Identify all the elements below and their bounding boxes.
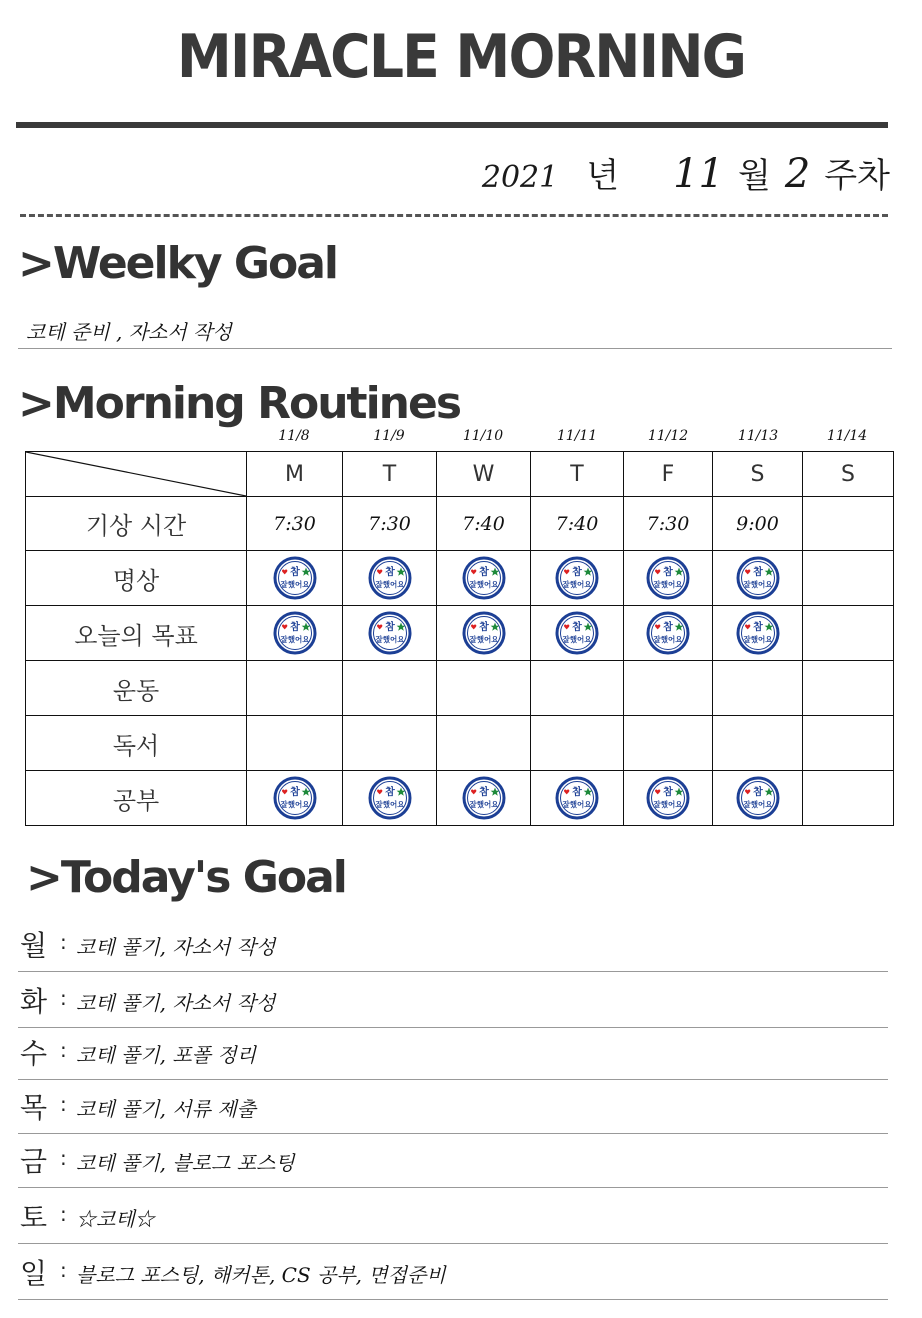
praise-stamp-icon xyxy=(555,611,599,655)
check-cell[interactable] xyxy=(624,551,713,606)
separator: : xyxy=(60,1258,67,1282)
svg-text:잘했어요: 잘했어요 xyxy=(653,635,683,644)
check-cell[interactable] xyxy=(437,606,531,661)
praise-stamp-icon xyxy=(736,611,780,655)
day-label: 일 xyxy=(20,1257,48,1290)
day-header: S xyxy=(803,452,894,497)
svg-text:참: 참 xyxy=(384,787,395,798)
separator: : xyxy=(60,1092,67,1116)
separator: : xyxy=(60,1146,67,1170)
year-value: 2021 xyxy=(481,160,559,195)
praise-stamp-icon xyxy=(555,556,599,600)
praise-stamp-icon xyxy=(646,556,690,600)
daily-goal-row[interactable] xyxy=(18,982,888,1022)
praise-stamp-icon xyxy=(462,556,506,600)
routine-label: 기상 시간 xyxy=(26,497,247,551)
check-cell[interactable] xyxy=(531,606,624,661)
svg-text:참: 참 xyxy=(663,622,673,633)
goal-line xyxy=(18,971,888,972)
day-label: 화 xyxy=(20,985,48,1018)
date-label: 11/11 xyxy=(556,428,598,444)
check-cell[interactable] xyxy=(531,771,624,826)
week-unit: 주차 xyxy=(824,156,890,196)
svg-text:참: 참 xyxy=(752,567,763,578)
day-header: F xyxy=(624,452,713,497)
svg-text:잘했어요: 잘했어요 xyxy=(743,635,772,644)
daily-goal-text: 코테 풀기, 블로그 포스팅 xyxy=(76,1151,295,1175)
svg-text:참: 참 xyxy=(384,622,395,633)
day-label: 수 xyxy=(20,1037,48,1070)
svg-text:잘했어요: 잘했어요 xyxy=(469,635,498,644)
date-label: 11/9 xyxy=(373,428,405,444)
check-cell[interactable] xyxy=(803,606,894,661)
daily-goal-row[interactable] xyxy=(18,1034,888,1074)
check-cell[interactable] xyxy=(247,551,343,606)
month-unit: 월 xyxy=(737,156,771,196)
check-cell[interactable] xyxy=(624,771,713,826)
goal-line xyxy=(18,1027,888,1028)
morning-routines-heading: >Morning Routines xyxy=(18,378,461,429)
routine-table xyxy=(25,451,894,826)
routine-label: 운동 xyxy=(26,661,247,716)
wake-time-cell[interactable] xyxy=(803,497,894,551)
todays-goal-heading: >Today's Goal xyxy=(26,852,346,903)
check-cell[interactable] xyxy=(343,551,437,606)
svg-text:잘했어요: 잘했어요 xyxy=(562,635,592,644)
check-cell[interactable] xyxy=(624,661,713,716)
daily-goal-text: 코테 풀기, 자소서 작성 xyxy=(76,935,276,959)
svg-text:잘했어요: 잘했어요 xyxy=(653,800,683,809)
svg-text:잘했어요: 잘했어요 xyxy=(743,800,772,809)
check-cell[interactable] xyxy=(247,771,343,826)
check-cell[interactable] xyxy=(343,716,437,771)
weekly-goal-heading: >Weelky Goal xyxy=(18,238,337,289)
svg-text:참: 참 xyxy=(289,622,300,633)
svg-text:참: 참 xyxy=(572,622,582,633)
wake-time-cell[interactable]: 7:30 xyxy=(247,497,343,551)
day-header: W xyxy=(437,452,531,497)
daily-goal-text: 코테 풀기, 서류 제출 xyxy=(76,1097,256,1121)
svg-text:참: 참 xyxy=(572,787,582,798)
routine-row xyxy=(26,661,894,716)
wake-time-cell[interactable]: 7:40 xyxy=(437,497,531,551)
day-label: 금 xyxy=(20,1145,48,1178)
svg-text:참: 참 xyxy=(572,567,582,578)
weekly-goal-line xyxy=(18,348,892,349)
date-label: 11/10 xyxy=(462,428,504,444)
praise-stamp-icon xyxy=(646,611,690,655)
check-cell[interactable] xyxy=(531,661,624,716)
check-cell[interactable] xyxy=(713,551,803,606)
svg-text:참: 참 xyxy=(289,567,300,578)
corner-cell xyxy=(26,452,247,497)
diagonal-line xyxy=(26,452,246,496)
wake-time-cell[interactable]: 7:30 xyxy=(624,497,713,551)
check-cell[interactable] xyxy=(803,551,894,606)
praise-stamp-icon xyxy=(273,556,317,600)
svg-text:참: 참 xyxy=(478,787,489,798)
day-label: 월 xyxy=(20,929,48,962)
check-cell[interactable] xyxy=(437,551,531,606)
dashed-divider xyxy=(20,214,888,217)
svg-text:잘했어요: 잘했어요 xyxy=(375,635,404,644)
check-cell[interactable] xyxy=(803,716,894,771)
svg-text:참: 참 xyxy=(752,622,763,633)
check-cell[interactable] xyxy=(624,606,713,661)
day-header: M xyxy=(247,452,343,497)
svg-text:참: 참 xyxy=(478,567,489,578)
day-header-row xyxy=(26,452,894,497)
svg-text:참: 참 xyxy=(752,787,763,798)
routine-row xyxy=(26,716,894,771)
praise-stamp-icon xyxy=(555,776,599,820)
separator: : xyxy=(60,1202,67,1226)
svg-text:참: 참 xyxy=(663,787,673,798)
day-header: T xyxy=(531,452,624,497)
check-cell[interactable] xyxy=(803,771,894,826)
check-cell[interactable] xyxy=(247,716,343,771)
svg-text:잘했어요: 잘했어요 xyxy=(280,635,309,644)
day-label: 토 xyxy=(20,1201,48,1234)
daily-goal-row[interactable] xyxy=(18,1198,888,1238)
goal-line xyxy=(18,1243,888,1244)
check-cell[interactable] xyxy=(437,661,531,716)
goal-line xyxy=(18,1187,888,1188)
daily-goal-row[interactable] xyxy=(18,1254,888,1294)
check-cell[interactable] xyxy=(531,551,624,606)
routine-row xyxy=(26,606,894,661)
daily-goal-text: 코테 풀기, 자소서 작성 xyxy=(76,991,276,1015)
svg-text:잘했어요: 잘했어요 xyxy=(280,580,309,589)
date-label: 11/8 xyxy=(278,428,310,444)
check-cell[interactable] xyxy=(713,661,803,716)
check-cell[interactable] xyxy=(437,771,531,826)
date-label: 11/12 xyxy=(647,428,689,444)
routine-row xyxy=(26,497,894,551)
svg-text:참: 참 xyxy=(384,567,395,578)
praise-stamp-icon xyxy=(273,611,317,655)
daily-goal-row[interactable] xyxy=(18,926,888,966)
praise-stamp-icon xyxy=(736,556,780,600)
wake-time-cell[interactable]: 7:40 xyxy=(531,497,624,551)
check-cell[interactable] xyxy=(343,606,437,661)
svg-text:잘했어요: 잘했어요 xyxy=(280,800,309,809)
separator: : xyxy=(60,930,67,954)
routine-label: 공부 xyxy=(26,771,247,826)
check-cell[interactable] xyxy=(803,661,894,716)
svg-text:참: 참 xyxy=(478,622,489,633)
daily-goal-row[interactable] xyxy=(18,1088,888,1128)
check-cell[interactable] xyxy=(531,716,624,771)
svg-text:잘했어요: 잘했어요 xyxy=(653,580,683,589)
page-title: MIRACLE MORNING xyxy=(176,22,746,92)
check-cell[interactable] xyxy=(247,606,343,661)
praise-stamp-icon xyxy=(368,556,412,600)
day-label: 목 xyxy=(20,1091,48,1124)
week-indicator xyxy=(482,148,890,197)
check-cell[interactable] xyxy=(437,716,531,771)
praise-stamp-icon xyxy=(273,776,317,820)
svg-text:잘했어요: 잘했어요 xyxy=(562,800,592,809)
praise-stamp-icon xyxy=(368,776,412,820)
routine-row xyxy=(26,551,894,606)
svg-text:잘했어요: 잘했어요 xyxy=(375,580,404,589)
check-cell[interactable] xyxy=(713,771,803,826)
check-cell[interactable] xyxy=(343,771,437,826)
date-label: 11/14 xyxy=(826,428,868,444)
daily-goal-text: ☆코테☆ xyxy=(76,1207,155,1231)
week-value: 2 xyxy=(784,151,811,197)
wake-time-cell[interactable]: 9:00 xyxy=(713,497,803,551)
praise-stamp-icon xyxy=(462,611,506,655)
wake-time-cell[interactable]: 7:30 xyxy=(343,497,437,551)
separator: : xyxy=(60,986,67,1010)
svg-text:잘했어요: 잘했어요 xyxy=(743,580,772,589)
praise-stamp-icon xyxy=(368,611,412,655)
goal-line xyxy=(18,1079,888,1080)
routine-label: 명상 xyxy=(26,551,247,606)
praise-stamp-icon xyxy=(736,776,780,820)
day-header: S xyxy=(713,452,803,497)
day-header: T xyxy=(343,452,437,497)
goal-line xyxy=(18,1299,888,1300)
svg-text:참: 참 xyxy=(289,787,300,798)
svg-text:참: 참 xyxy=(663,567,673,578)
svg-text:잘했어요: 잘했어요 xyxy=(469,800,498,809)
daily-goal-row[interactable] xyxy=(18,1142,888,1182)
daily-goal-text: 블로그 포스팅, 해커톤, CS 공부, 면접준비 xyxy=(76,1263,446,1287)
daily-goal-text: 코테 풀기, 포폴 정리 xyxy=(76,1043,256,1067)
routine-label: 독서 xyxy=(26,716,247,771)
separator: : xyxy=(60,1038,67,1062)
check-cell[interactable] xyxy=(624,716,713,771)
title-divider xyxy=(16,122,888,128)
weekly-goal-text: 코테 준비 , 자소서 작성 xyxy=(26,320,232,344)
routine-row xyxy=(26,771,894,826)
check-cell[interactable] xyxy=(247,661,343,716)
praise-stamp-icon xyxy=(462,776,506,820)
goal-line xyxy=(18,1133,888,1134)
svg-text:잘했어요: 잘했어요 xyxy=(469,580,498,589)
check-cell[interactable] xyxy=(713,716,803,771)
date-label: 11/13 xyxy=(737,428,779,444)
routine-label: 오늘의 목표 xyxy=(26,606,247,661)
svg-text:잘했어요: 잘했어요 xyxy=(562,580,592,589)
check-cell[interactable] xyxy=(343,661,437,716)
year-unit: 년 xyxy=(586,156,620,196)
praise-stamp-icon xyxy=(646,776,690,820)
month-value: 11 xyxy=(673,151,724,197)
check-cell[interactable] xyxy=(713,606,803,661)
svg-text:잘했어요: 잘했어요 xyxy=(375,800,404,809)
